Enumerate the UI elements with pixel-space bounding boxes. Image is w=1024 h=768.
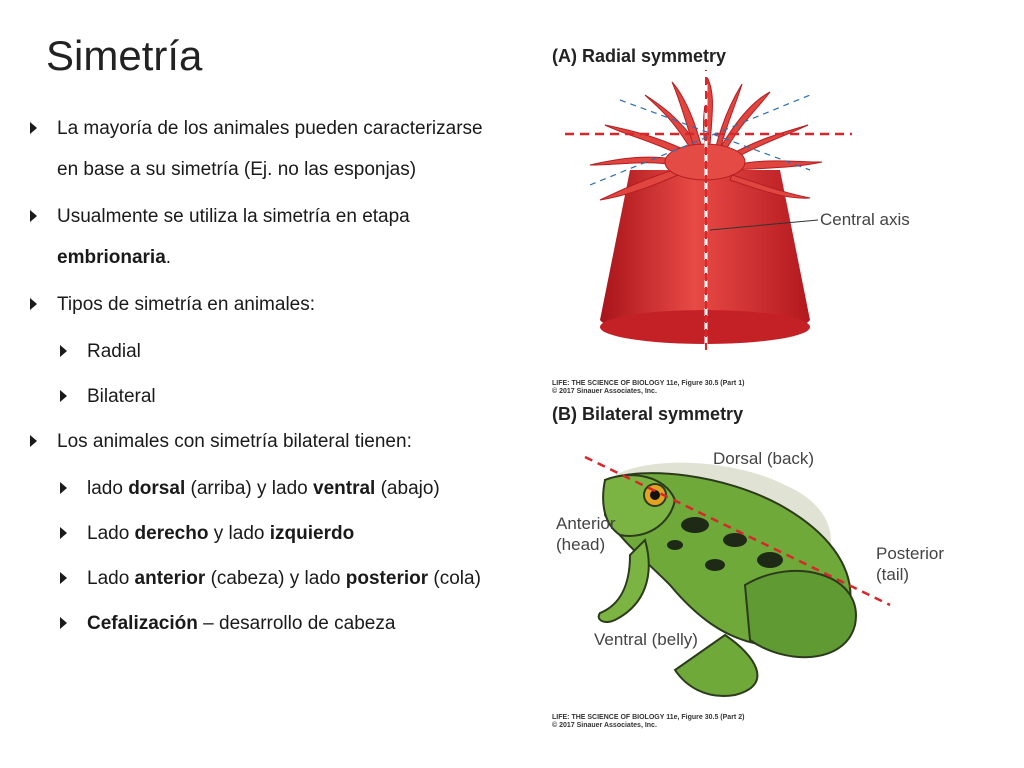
ventral-label: Ventral (belly) (594, 630, 698, 649)
bold-term: posterior (345, 568, 429, 589)
bold-term: izquierdo (269, 523, 355, 544)
bullet-text: Tipos de simetría en animales: (57, 294, 316, 315)
figure-a-title: (A) Radial symmetry (552, 46, 727, 66)
triangle-bullet-icon (30, 210, 37, 222)
bullet-text: Bilateral (87, 386, 156, 407)
bullet-item (30, 513, 500, 554)
bullet-text: Usualmente se utiliza la simetría en etapa (57, 206, 410, 227)
bold-term: ventral (313, 478, 376, 499)
bullet-text: lado (87, 478, 129, 499)
bullet-text: (cabeza) y lado (205, 568, 346, 589)
anterior-label: Anterior (head) (556, 514, 616, 554)
bullet-item (30, 196, 500, 278)
figure-a-credit: LIFE: THE SCIENCE OF BIOLOGY 11e, Figure 30.5 (Part 1) © 2017 Sinauer Associates, Inc. (552, 380, 745, 395)
triangle-bullet-icon (30, 298, 37, 310)
figure-b-title: (B) Bilateral symmetry (552, 404, 744, 424)
bullet-item (30, 603, 500, 644)
bullet-text: – desarrollo de cabeza (197, 613, 396, 634)
bullet-text: La mayoría de los animales pueden caracterizarse en base a su simetría (Ej. no las esponjas) (57, 118, 483, 180)
bullet-text: Lado (87, 523, 135, 544)
frog-illustration (575, 445, 895, 705)
bold-term: Cefalización (87, 613, 198, 634)
triangle-bullet-icon (60, 345, 67, 357)
triangle-bullet-icon (30, 122, 37, 134)
bullet-text: Radial (87, 341, 141, 362)
bullet-text: Los animales con simetría bilateral tienen: (57, 431, 412, 452)
bullet-text: (arriba) y lado (185, 478, 314, 499)
bullet-item (30, 421, 500, 462)
figure-b-credit: LIFE: THE SCIENCE OF BIOLOGY 11e, Figure 30.5 (Part 2) © 2017 Sinauer Associates, Inc. (552, 714, 745, 729)
dorsal-label: Dorsal (back) (713, 449, 815, 468)
sea-anemone-illustration (560, 70, 860, 370)
bullet-item (30, 376, 500, 417)
bullet-text: y lado (208, 523, 270, 544)
central-axis-label: Central axis (820, 210, 910, 229)
bold-term: derecho (134, 523, 209, 544)
slide-title: Simetría (46, 32, 203, 79)
bold-term: dorsal (128, 478, 186, 499)
bold-term: anterior (134, 568, 206, 589)
bullet-list (30, 108, 500, 648)
triangle-bullet-icon (60, 390, 67, 402)
bullet-item (30, 331, 500, 372)
triangle-bullet-icon (60, 482, 67, 494)
bullet-item (30, 108, 500, 190)
triangle-bullet-icon (30, 435, 37, 447)
bullet-item (30, 284, 500, 325)
bullet-text: (cola) (428, 568, 481, 589)
bold-term: embrionaria (57, 247, 166, 268)
bullet-item (30, 558, 500, 599)
bullet-text: Lado (87, 568, 135, 589)
bullet-item (30, 468, 500, 509)
triangle-bullet-icon (60, 527, 67, 539)
posterior-label: Posterior (tail) (876, 544, 945, 584)
triangle-bullet-icon (60, 617, 67, 629)
triangle-bullet-icon (60, 572, 67, 584)
bullet-text: (abajo) (375, 478, 440, 499)
bullet-text: . (165, 247, 172, 268)
